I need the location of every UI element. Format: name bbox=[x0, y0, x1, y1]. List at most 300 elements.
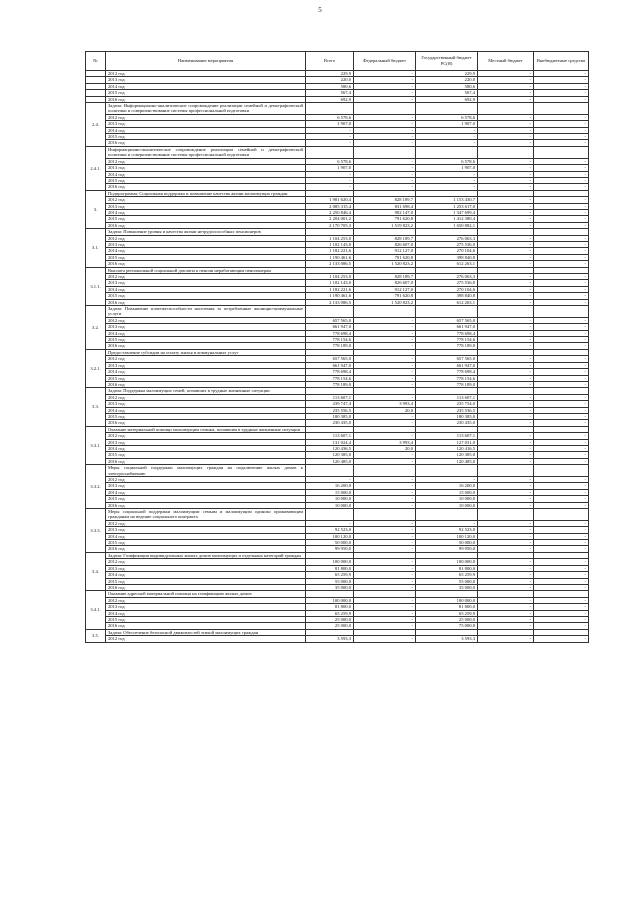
extrabudget-cell: - bbox=[534, 317, 589, 323]
total-cell: 25 000,0 bbox=[306, 616, 354, 622]
federal-cell: 828 189,7 bbox=[354, 197, 416, 203]
extrabudget-cell: - bbox=[534, 369, 589, 375]
extrabudget-cell: - bbox=[534, 177, 589, 183]
year-label: 2015 год bbox=[106, 452, 306, 458]
total-cell: 778 154,6 bbox=[306, 375, 354, 381]
extrabudget-cell: - bbox=[534, 623, 589, 629]
extrabudget-cell: - bbox=[534, 280, 589, 286]
state-cell: 6 578,6 bbox=[416, 158, 478, 164]
federal-cell: - bbox=[354, 171, 416, 177]
total-cell: 35 000,0 bbox=[306, 584, 354, 590]
year-label: 2012 год bbox=[106, 158, 306, 164]
federal-cell: - bbox=[354, 369, 416, 375]
state-cell: 692,9 bbox=[416, 96, 478, 102]
extrabudget-cell: - bbox=[534, 502, 589, 508]
total-cell bbox=[306, 306, 354, 318]
year-label: 2012 год bbox=[106, 71, 306, 77]
extrabudget-cell: - bbox=[534, 77, 589, 83]
total-cell: 567,4 bbox=[306, 90, 354, 96]
extrabudget-cell: - bbox=[534, 413, 589, 419]
extrabudget-cell: - bbox=[534, 121, 589, 127]
year-label: 2015 год bbox=[106, 177, 306, 183]
extrabudget-cell: - bbox=[534, 604, 589, 610]
local-cell bbox=[478, 103, 534, 115]
federal-cell: 828 189,7 bbox=[354, 274, 416, 280]
total-cell: - bbox=[306, 134, 354, 140]
federal-cell: - bbox=[354, 394, 416, 400]
local-cell: - bbox=[478, 293, 534, 299]
row-code: 3.5. bbox=[86, 629, 106, 642]
local-cell: - bbox=[478, 458, 534, 464]
total-cell bbox=[306, 103, 354, 115]
local-cell: - bbox=[478, 299, 534, 305]
year-label: 2014 год bbox=[106, 83, 306, 89]
local-cell: - bbox=[478, 140, 534, 146]
row-code: 3. bbox=[86, 190, 106, 228]
local-cell: - bbox=[478, 158, 534, 164]
extrabudget-cell: - bbox=[534, 134, 589, 140]
total-cell: 65 259,9 bbox=[306, 572, 354, 578]
task-row bbox=[86, 103, 589, 115]
header-total: Всего bbox=[306, 52, 354, 71]
federal-cell: - bbox=[354, 610, 416, 616]
total-cell: 16 200,0 bbox=[306, 483, 354, 489]
extrabudget-cell: - bbox=[534, 394, 589, 400]
extrabudget-cell: - bbox=[534, 330, 589, 336]
extrabudget-cell: - bbox=[534, 274, 589, 280]
local-cell: - bbox=[478, 337, 534, 343]
federal-cell: - bbox=[354, 165, 416, 171]
total-cell: 100 000,0 bbox=[306, 597, 354, 603]
extrabudget-cell: - bbox=[534, 203, 589, 209]
local-cell: - bbox=[478, 171, 534, 177]
year-label: 2012 год bbox=[106, 317, 306, 323]
local-cell: - bbox=[478, 394, 534, 400]
state-cell bbox=[416, 103, 478, 115]
year-label: 2015 год bbox=[106, 90, 306, 96]
federal-cell bbox=[354, 103, 416, 115]
local-cell: - bbox=[478, 496, 534, 502]
federal-cell: - bbox=[354, 77, 416, 83]
extrabudget-cell bbox=[534, 306, 589, 318]
state-cell: 661 947,0 bbox=[416, 324, 478, 330]
state-cell: 1 650 882,1 bbox=[416, 222, 478, 228]
state-cell: 235 536,5 bbox=[416, 407, 478, 413]
state-cell: 398 840,8 bbox=[416, 254, 478, 260]
total-cell: 65 259,9 bbox=[306, 610, 354, 616]
state-cell: 25 000,0 bbox=[416, 616, 478, 622]
local-cell: - bbox=[478, 114, 534, 120]
local-cell: - bbox=[478, 604, 534, 610]
extrabudget-cell: - bbox=[534, 433, 589, 439]
total-cell: 10 000,0 bbox=[306, 502, 354, 508]
task-row bbox=[86, 306, 589, 318]
total-cell: - bbox=[306, 127, 354, 133]
local-cell: - bbox=[478, 121, 534, 127]
state-cell: 120 385,0 bbox=[416, 452, 478, 458]
year-label: 2013 год bbox=[106, 165, 306, 171]
total-cell: 55 000,0 bbox=[306, 578, 354, 584]
federal-cell: 791 620,8 bbox=[354, 216, 416, 222]
year-label: 2016 год bbox=[106, 623, 306, 629]
extrabudget-cell: - bbox=[534, 209, 589, 215]
state-cell: 6 578,6 bbox=[416, 114, 478, 120]
local-cell: - bbox=[478, 420, 534, 426]
federal-cell: - bbox=[354, 597, 416, 603]
federal-cell: 831 698,4 bbox=[354, 203, 416, 209]
state-cell bbox=[416, 306, 478, 318]
task-row bbox=[86, 146, 589, 158]
year-label: 2013 год bbox=[106, 527, 306, 533]
total-cell: - bbox=[306, 520, 354, 526]
state-cell: 180 385,0 bbox=[416, 413, 478, 419]
local-cell: - bbox=[478, 343, 534, 349]
row-code: 3.3.3. bbox=[86, 509, 106, 553]
state-cell: 398 840,8 bbox=[416, 293, 478, 299]
state-cell: 1 253 617,0 bbox=[416, 203, 478, 209]
year-label: 2013 год bbox=[106, 401, 306, 407]
federal-cell bbox=[354, 509, 416, 521]
federal-cell: - bbox=[354, 158, 416, 164]
extrabudget-cell: - bbox=[534, 337, 589, 343]
year-label: 2012 год bbox=[106, 394, 306, 400]
total-cell: 1 104 253,0 bbox=[306, 235, 354, 241]
state-cell bbox=[416, 146, 478, 158]
year-label: 2015 год bbox=[106, 413, 306, 419]
total-cell: 120 485,0 bbox=[306, 458, 354, 464]
extrabudget-cell: - bbox=[534, 381, 589, 387]
state-cell: 612 263,1 bbox=[416, 261, 478, 267]
year-label: 2015 год bbox=[106, 337, 306, 343]
state-cell: 35 000,0 bbox=[416, 584, 478, 590]
extrabudget-cell: - bbox=[534, 407, 589, 413]
total-cell bbox=[306, 465, 354, 477]
extrabudget-cell: - bbox=[534, 565, 589, 571]
total-cell: 3 593,3 bbox=[306, 636, 354, 642]
federal-cell: - bbox=[354, 433, 416, 439]
extrabudget-cell: - bbox=[534, 616, 589, 622]
extrabudget-cell: - bbox=[534, 248, 589, 254]
row-code: 3.2. bbox=[86, 306, 106, 350]
extrabudget-cell: - bbox=[534, 452, 589, 458]
extrabudget-cell: - bbox=[534, 254, 589, 260]
year-label: 2013 год bbox=[106, 604, 306, 610]
state-cell: 235 754,0 bbox=[416, 401, 478, 407]
extrabudget-cell bbox=[534, 465, 589, 477]
state-cell: 230 435,0 bbox=[416, 420, 478, 426]
local-cell: - bbox=[478, 83, 534, 89]
extrabudget-cell: - bbox=[534, 90, 589, 96]
total-cell: 100 000,0 bbox=[306, 559, 354, 565]
federal-cell: - bbox=[354, 324, 416, 330]
extrabudget-cell: - bbox=[534, 401, 589, 407]
total-cell: 778 154,6 bbox=[306, 337, 354, 343]
extrabudget-cell: - bbox=[534, 158, 589, 164]
local-cell: - bbox=[478, 261, 534, 267]
year-label: 2016 год bbox=[106, 458, 306, 464]
state-cell: 1 347 699,4 bbox=[416, 209, 478, 215]
row-code: 3.4. bbox=[86, 552, 106, 590]
extrabudget-cell: - bbox=[534, 477, 589, 483]
year-label: 2013 год bbox=[106, 121, 306, 127]
state-cell: - bbox=[416, 177, 478, 183]
year-label: 2015 год bbox=[106, 293, 306, 299]
federal-cell: - bbox=[354, 546, 416, 552]
state-cell: 50 000,0 bbox=[416, 540, 478, 546]
row-code: 3.1. bbox=[86, 229, 106, 267]
row-description: Задача: Обеспечение безопасной движимостей этикой малоимущих граждан bbox=[106, 629, 306, 635]
state-cell: 81 800,0 bbox=[416, 604, 478, 610]
local-cell: - bbox=[478, 610, 534, 616]
local-cell: - bbox=[478, 71, 534, 77]
federal-cell: - bbox=[354, 572, 416, 578]
local-cell: - bbox=[478, 222, 534, 228]
federal-cell: - bbox=[354, 520, 416, 526]
state-cell: 1 907,0 bbox=[416, 165, 478, 171]
state-cell: 275 536,0 bbox=[416, 241, 478, 247]
extrabudget-cell: - bbox=[534, 420, 589, 426]
local-cell: - bbox=[478, 369, 534, 375]
total-cell: 1 907,0 bbox=[306, 121, 354, 127]
header-state-budget: Государственный бюджет РС(Я) bbox=[416, 52, 478, 71]
federal-cell: - bbox=[354, 533, 416, 539]
year-label: 2013 год bbox=[106, 565, 306, 571]
state-cell: 100 120,0 bbox=[416, 533, 478, 539]
local-cell: - bbox=[478, 533, 534, 539]
local-cell: - bbox=[478, 597, 534, 603]
year-label: 2012 год bbox=[106, 356, 306, 362]
header-local-budget: Местный бюджет bbox=[478, 52, 534, 71]
state-cell: 113 607,1 bbox=[416, 433, 478, 439]
total-cell: - bbox=[306, 171, 354, 177]
state-cell: 220,0 bbox=[416, 77, 478, 83]
federal-cell: 912 127,0 bbox=[354, 248, 416, 254]
year-label: 2013 год bbox=[106, 241, 306, 247]
local-cell: - bbox=[478, 433, 534, 439]
row-code: 3.2.1. bbox=[86, 349, 106, 387]
extrabudget-cell: - bbox=[534, 489, 589, 495]
task-row bbox=[86, 465, 589, 477]
year-label: 2014 год bbox=[106, 248, 306, 254]
state-cell: - bbox=[416, 171, 478, 177]
state-cell: - bbox=[416, 127, 478, 133]
local-cell: - bbox=[478, 317, 534, 323]
year-label: 2012 год bbox=[106, 597, 306, 603]
year-label: 2014 год bbox=[106, 127, 306, 133]
total-cell: 81 800,0 bbox=[306, 565, 354, 571]
extrabudget-cell: - bbox=[534, 610, 589, 616]
local-cell: - bbox=[478, 197, 534, 203]
local-cell: - bbox=[478, 572, 534, 578]
year-label: 2013 год bbox=[106, 439, 306, 445]
row-description: Задача: Поддержка малоимущих семей, попавших в трудные жизненные ситуации bbox=[106, 388, 306, 394]
year-label: 2013 год bbox=[106, 203, 306, 209]
federal-cell: - bbox=[354, 477, 416, 483]
federal-cell: - bbox=[354, 636, 416, 642]
local-cell: - bbox=[478, 216, 534, 222]
total-cell: 229,9 bbox=[306, 71, 354, 77]
extrabudget-cell: - bbox=[534, 286, 589, 292]
row-description: Информационно-аналитическое сопровождение реализации семейной и демографической политики и совершенствование системы профессиональной подготовки bbox=[106, 146, 306, 158]
state-cell: 113 607,1 bbox=[416, 394, 478, 400]
federal-cell: - bbox=[354, 330, 416, 336]
local-cell: - bbox=[478, 248, 534, 254]
state-cell: 92 523,0 bbox=[416, 527, 478, 533]
local-cell bbox=[478, 465, 534, 477]
year-label: 2012 год bbox=[106, 197, 306, 203]
federal-cell: 826 607,0 bbox=[354, 241, 416, 247]
year-label: 2016 год bbox=[106, 222, 306, 228]
row-description: Меры социальной поддержки малоимущим семьям и малоимущим одиноко проживающим гражданам на ведение социального контракта bbox=[106, 509, 306, 521]
state-cell: 778 154,6 bbox=[416, 337, 478, 343]
total-cell: 2 204 001,2 bbox=[306, 216, 354, 222]
local-cell: - bbox=[478, 254, 534, 260]
federal-cell: - bbox=[354, 559, 416, 565]
row-code: 3.3. bbox=[86, 388, 106, 426]
extrabudget-cell: - bbox=[534, 197, 589, 203]
total-cell: 113 607,1 bbox=[306, 433, 354, 439]
total-cell: 81 800,0 bbox=[306, 604, 354, 610]
local-cell: - bbox=[478, 96, 534, 102]
local-cell: - bbox=[478, 565, 534, 571]
year-label: 2016 год bbox=[106, 584, 306, 590]
total-cell: 180 385,0 bbox=[306, 413, 354, 419]
total-cell: - bbox=[306, 477, 354, 483]
federal-cell: - bbox=[354, 96, 416, 102]
extrabudget-cell: - bbox=[534, 533, 589, 539]
federal-cell: - bbox=[354, 140, 416, 146]
year-label: 2012 год bbox=[106, 114, 306, 120]
budget-table bbox=[85, 51, 589, 643]
extrabudget-cell: - bbox=[534, 597, 589, 603]
local-cell: - bbox=[478, 546, 534, 552]
federal-cell: - bbox=[354, 540, 416, 546]
row-description: Задача: Информационно-аналитическое сопровождение реализации семейной и демографической политики и совершенствование системы профессиональной подготовки bbox=[106, 103, 306, 115]
total-cell: 113 607,1 bbox=[306, 394, 354, 400]
total-cell: 92 523,0 bbox=[306, 527, 354, 533]
local-cell: - bbox=[478, 623, 534, 629]
state-cell: 10 000,0 bbox=[416, 496, 478, 502]
extrabudget-cell: - bbox=[534, 293, 589, 299]
total-cell: 120 385,0 bbox=[306, 452, 354, 458]
total-cell: 1 190 461,6 bbox=[306, 293, 354, 299]
total-cell: 15 000,0 bbox=[306, 489, 354, 495]
state-cell: 275 536,0 bbox=[416, 280, 478, 286]
local-cell: - bbox=[478, 280, 534, 286]
extrabudget-cell: - bbox=[534, 140, 589, 146]
row-description: Задача: Повышение платежеспособности населения за потребленные жилищно-коммунальные услуги bbox=[106, 306, 306, 318]
year-label: 2013 год bbox=[106, 483, 306, 489]
year-label: 2015 год bbox=[106, 616, 306, 622]
state-cell: - bbox=[416, 520, 478, 526]
local-cell: - bbox=[478, 77, 534, 83]
header-activity: Наименование мероприятия bbox=[106, 52, 306, 71]
total-cell: 778 189,0 bbox=[306, 381, 354, 387]
extrabudget-cell: - bbox=[534, 572, 589, 578]
federal-cell: - bbox=[354, 121, 416, 127]
year-label: 2016 год bbox=[106, 343, 306, 349]
local-cell: - bbox=[478, 439, 534, 445]
state-cell: 81 800,0 bbox=[416, 565, 478, 571]
federal-cell: 1 519 823,2 bbox=[354, 222, 416, 228]
total-cell: 6 578,6 bbox=[306, 114, 354, 120]
year-label: 2012 год bbox=[106, 636, 306, 642]
extrabudget-cell: - bbox=[534, 636, 589, 642]
extrabudget-cell: - bbox=[534, 171, 589, 177]
federal-cell: - bbox=[354, 489, 416, 495]
federal-cell: - bbox=[354, 584, 416, 590]
row-code: 3.3.2. bbox=[86, 465, 106, 509]
local-cell: - bbox=[478, 452, 534, 458]
local-cell: - bbox=[478, 241, 534, 247]
total-cell: - bbox=[306, 184, 354, 190]
local-cell: - bbox=[478, 502, 534, 508]
federal-cell: - bbox=[354, 502, 416, 508]
state-cell: 100 000,0 bbox=[416, 597, 478, 603]
local-cell bbox=[478, 509, 534, 521]
extrabudget-cell: - bbox=[534, 324, 589, 330]
state-cell: 1 153 430,7 bbox=[416, 197, 478, 203]
year-label: 2014 год bbox=[106, 533, 306, 539]
extrabudget-cell: - bbox=[534, 165, 589, 171]
federal-cell: - bbox=[354, 565, 416, 571]
state-cell: 270 104,6 bbox=[416, 248, 478, 254]
year-label: 2014 год bbox=[106, 610, 306, 616]
extrabudget-cell: - bbox=[534, 483, 589, 489]
federal-cell: - bbox=[354, 127, 416, 133]
year-label: 2015 год bbox=[106, 254, 306, 260]
local-cell bbox=[478, 146, 534, 158]
total-cell: 778 189,0 bbox=[306, 343, 354, 349]
state-cell: 567,4 bbox=[416, 90, 478, 96]
total-cell bbox=[306, 509, 354, 521]
federal-cell: - bbox=[354, 381, 416, 387]
extrabudget-cell: - bbox=[534, 114, 589, 120]
local-cell: - bbox=[478, 375, 534, 381]
year-label: 2014 год bbox=[106, 572, 306, 578]
federal-cell: 791 620,8 bbox=[354, 293, 416, 299]
row-description: Меры социальной поддержки малоимущих граждан на подключение жилых домов к электроснабжению bbox=[106, 465, 306, 477]
local-cell: - bbox=[478, 324, 534, 330]
state-cell: 75 000,0 bbox=[416, 623, 478, 629]
row-code: 3.3.1. bbox=[86, 426, 106, 464]
extrabudget-cell: - bbox=[534, 458, 589, 464]
local-cell: - bbox=[478, 165, 534, 171]
total-cell: 99 950,0 bbox=[306, 546, 354, 552]
local-cell: - bbox=[478, 381, 534, 387]
federal-cell: 3 993,4 bbox=[354, 439, 416, 445]
year-label: 2015 год bbox=[106, 496, 306, 502]
total-cell: 778 698,4 bbox=[306, 369, 354, 375]
extrabudget-cell bbox=[534, 146, 589, 158]
local-cell: - bbox=[478, 134, 534, 140]
year-label: 2012 год bbox=[106, 520, 306, 526]
year-label: 2016 год bbox=[106, 299, 306, 305]
extrabudget-cell: - bbox=[534, 362, 589, 368]
federal-cell: - bbox=[354, 375, 416, 381]
row-description: Задача: Газификация индивидуальных жилых домов малоимущих и отдельных категорий граждан bbox=[106, 552, 306, 558]
local-cell: - bbox=[478, 356, 534, 362]
state-cell: 276 063,3 bbox=[416, 274, 478, 280]
local-cell: - bbox=[478, 286, 534, 292]
federal-cell: 20,0 bbox=[354, 407, 416, 413]
federal-cell: - bbox=[354, 337, 416, 343]
year-label: 2012 год bbox=[106, 559, 306, 565]
extrabudget-cell: - bbox=[534, 241, 589, 247]
total-cell: 25 000,0 bbox=[306, 623, 354, 629]
year-label: 2012 год bbox=[106, 477, 306, 483]
state-cell: 229,9 bbox=[416, 71, 478, 77]
